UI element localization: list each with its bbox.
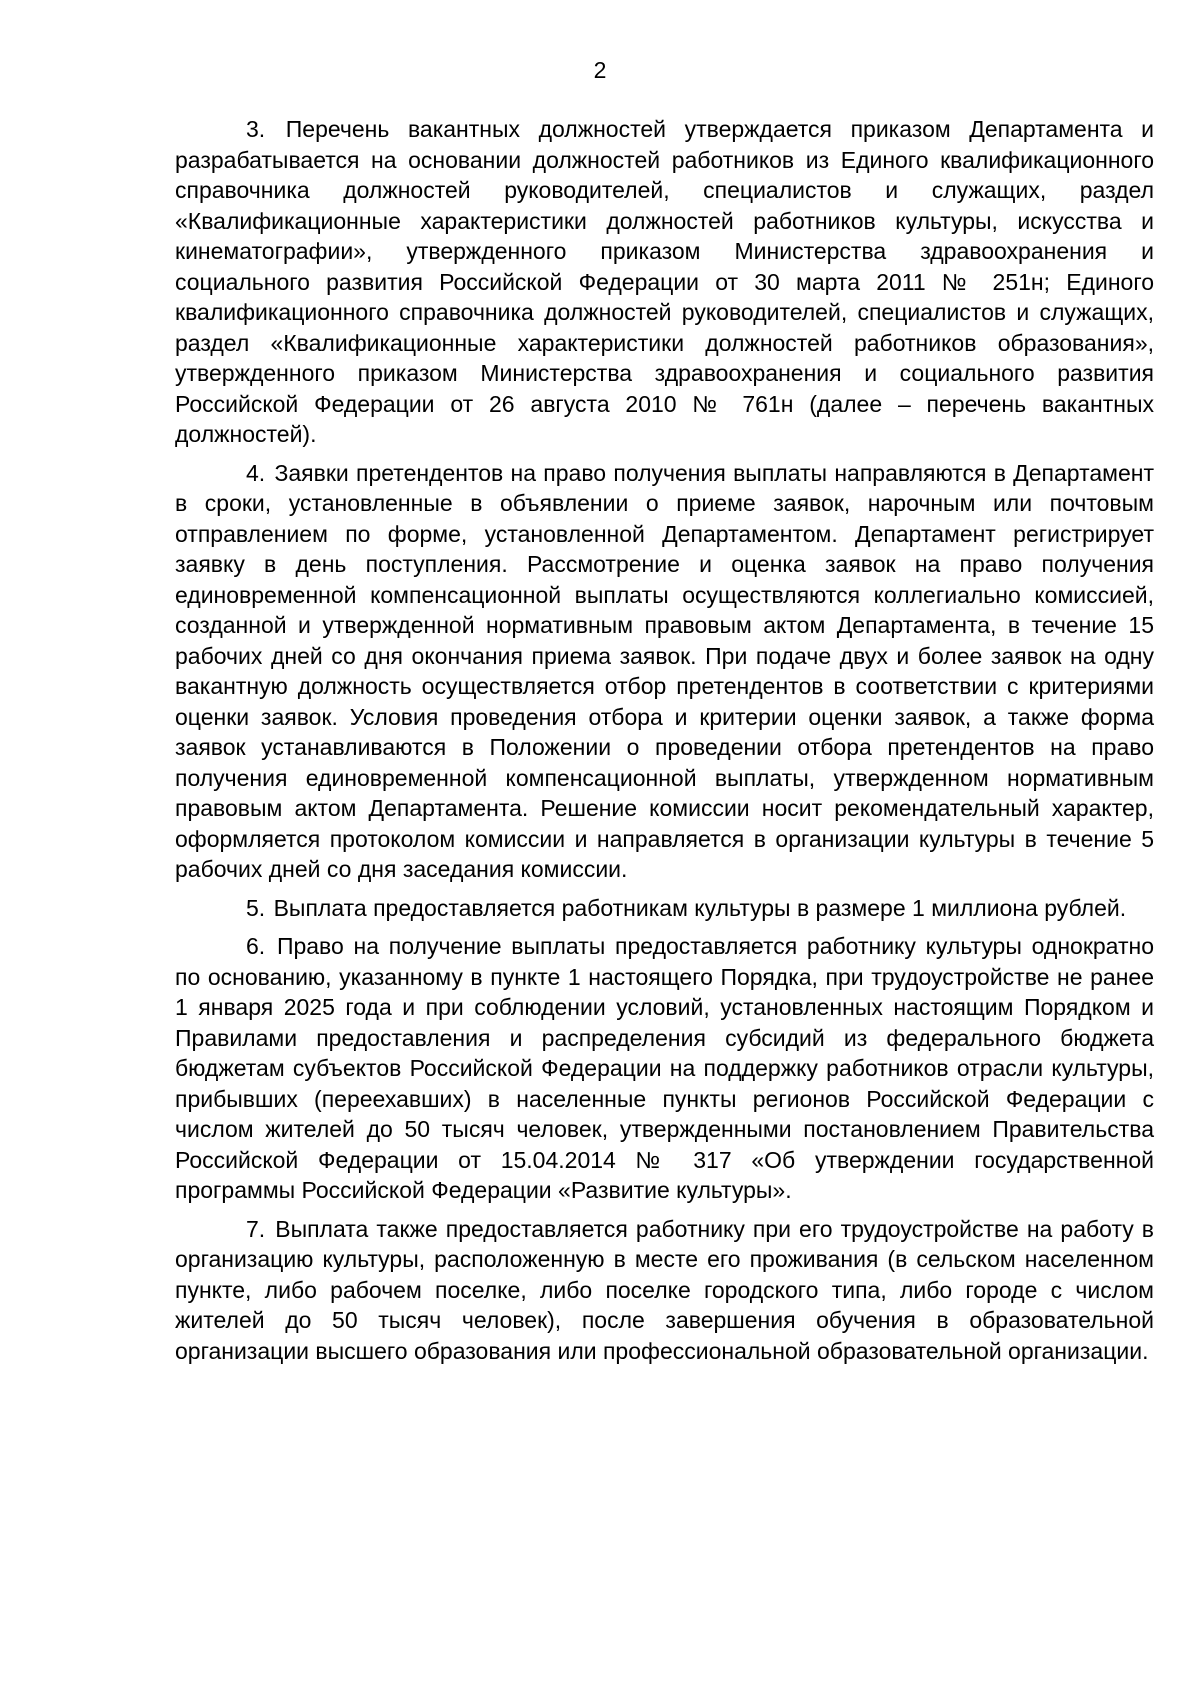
paragraph-text: Перечень вакантных должностей утверждается приказом Департамента и разрабатывается на основании должностей работников из Единого квалификационного справочника должностей руководителей, специалистов и служащих, раздел «Квалификационные характеристики должностей работников культуры, искусства и кинематографии», утвержденного приказом Министерства здравоохранения и социального развития Российской Федерации от 30 марта 2011 № 251н; Единого квалификационного справочника должностей руководителей, специалистов и служащих, раздел «Квалификационные характеристики должностей работников образования», утвержденного приказом Министерства здравоохранения и социального развития Российской Федерации от 26 августа 2010 № 761н (далее – перечень вакантных должностей).	[175, 116, 1155, 447]
paragraph-number: 4.	[246, 459, 266, 486]
paragraph-number: 5.	[246, 894, 266, 921]
page-number: 2	[593, 57, 607, 83]
paragraph-number: 7.	[246, 1215, 266, 1242]
paragraph-text: Выплата также предоставляется работнику при его трудоустройстве на работу в организацию культуры, расположенную в месте его проживания (в сельском населенном пункте, либо рабочем поселке, либо поселке городского типа, либо городе с числом жителей до 50 тысяч человек), после завершения обучения в образовательной организации высшего образования или профессиональной образовательной организации.	[175, 1215, 1154, 1364]
document-body	[175, 114, 1154, 1374]
paragraph-number: 6.	[246, 933, 266, 959]
paragraph-7	[175, 1214, 1154, 1367]
paragraph-3	[175, 114, 1154, 450]
paragraph-number: 3.	[246, 116, 266, 142]
paragraph-text: Заявки претендентов на право получения выплаты направляются в Департамент в сроки, установленные в объявлении о приеме заявок, нарочным или почтовым отправлением по форме, установленной Департаментом. Департамент регистрирует заявку в день поступления. Рассмотрение и оценка заявок на право получения единовременной компенсационной выплаты осуществляются коллегиально комиссией, созданной и утвержденной нормативным правовым актом Департамента, в течение 15 рабочих дней со дня окончания приема заявок. При подаче двух и более заявок на одну вакантную должность осуществляется отбор претендентов в соответствии с критериями оценки заявок. Условия проведения отбора и критерии оценки заявок, а также форма заявок устанавливаются в Положении о проведении отбора претендентов на право получения единовременной компенсационной выплаты, утвержденном нормативным правовым актом Департамента. Решение комиссии носит рекомендательный характер, оформляется протоколом комиссии и направляется в организации культуры в течение 5 рабочих дней со дня заседания комиссии.	[175, 459, 1154, 882]
paragraph-text: Выплата предоставляется работникам культуры в размере 1 миллиона рублей.	[273, 894, 1127, 921]
paragraph-text: Право на получение выплаты предоставляется работнику культуры однократно по основанию, указанному в пункте 1 настоящего Порядка, при трудоустройстве не ранее 1 января 2025 года и при соблюдении условий, установленных настоящим Порядком и Правилами предоставления и распределения субсидий из федерального бюджета бюджетам субъектов Российской Федерации на поддержку работников отрасли культуры, прибывших (переехавших) в населенные пункты регионов Российской Федерации с числом жителей до 50 тысяч человек, утвержденными постановлением Правительства Российской Федерации от 15.04.2014 № 317 «Об утверждении государственной программы Российской Федерации «Развитие культуры».	[175, 933, 1154, 1203]
paragraph-6	[175, 931, 1154, 1206]
paragraph-4	[175, 458, 1154, 885]
paragraph-5	[175, 893, 1154, 924]
